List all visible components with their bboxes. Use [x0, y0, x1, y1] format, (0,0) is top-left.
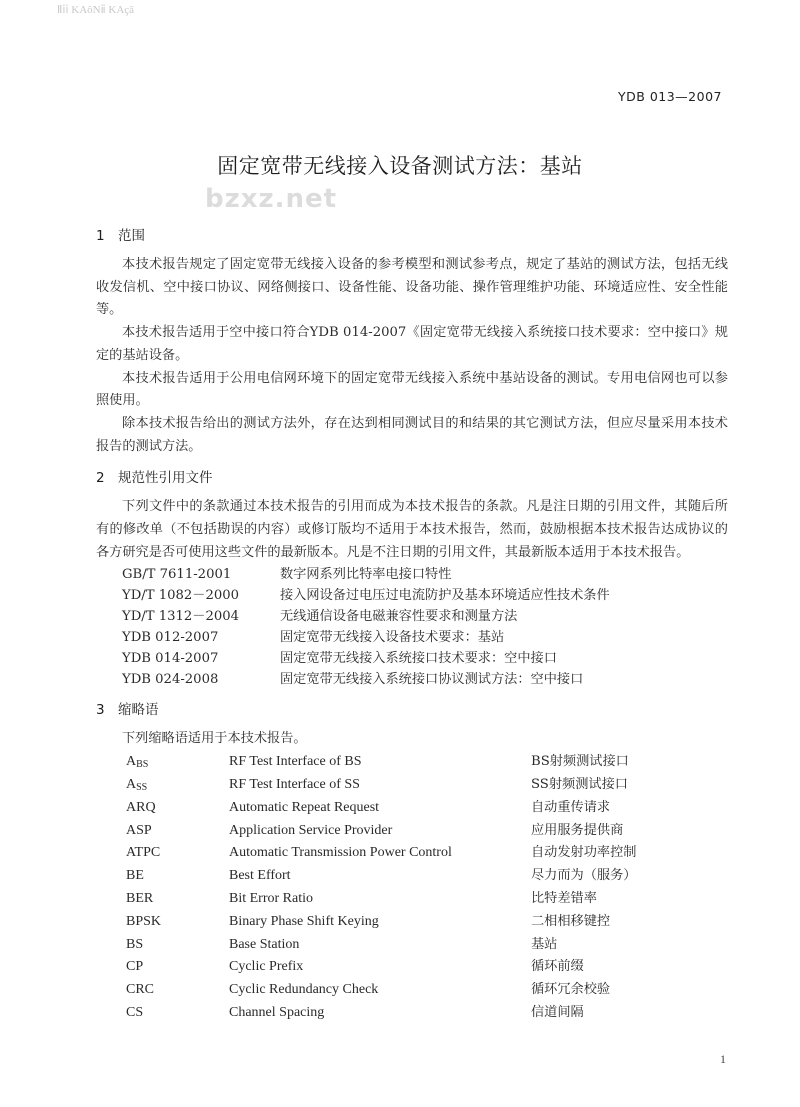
reference-code: YD/T 1082－2000 — [122, 588, 240, 604]
abbreviation-english: Cyclic Prefix — [229, 959, 304, 975]
reference-title: 接入网设备过电压过电流防护及基本环境适应性技术条件 — [280, 588, 610, 604]
abbreviation-code — [126, 956, 143, 979]
reference-row — [96, 606, 728, 627]
reference-code: YDB 012-2007 — [122, 630, 219, 646]
abbreviation-english: RF Test Interface of BS — [229, 754, 362, 770]
section-number: 1 — [96, 228, 105, 244]
abbreviation-code-main: ASP — [126, 822, 152, 838]
abbreviation-english: Binary Phase Shift Keying — [229, 913, 379, 929]
paragraph: 本技术报告适用于公用电信网环境下的固定宽带无线接入系统中基站设备的测试。专用电信网也可以参照使用。 — [96, 370, 728, 409]
abbreviation-code — [126, 865, 144, 888]
abbreviation-code-main: A — [126, 754, 137, 770]
abbreviation-row — [96, 1002, 728, 1025]
abbreviation-chinese: 应用服务提供商 — [531, 822, 624, 838]
abbreviation-english: Application Service Provider — [229, 822, 393, 838]
abbreviation-row — [96, 979, 728, 1002]
paragraph: 下列文件中的条款通过本技术报告的引用而成为本技术报告的条款。凡是注日期的引用文件，其随后所有的修改单（不包括勘误的内容）或修订版均不适用于本技术报告，然而，鼓励根据本技术报告达成协议的各方研究是否可使用这些文件的最新版本。凡是不注日期的引用文件，其最新版本适用于本技术报告。 — [96, 499, 728, 560]
abbreviation-chinese: 循环冗余校验 — [531, 982, 611, 998]
abbreviation-code — [126, 911, 161, 934]
reference-title: 固定宽带无线接入系统接口协议测试方法：空中接口 — [280, 672, 584, 688]
abbreviation-english: Base Station — [229, 936, 300, 952]
reference-list — [96, 564, 728, 690]
section-heading-scope — [96, 226, 728, 246]
abbreviation-list — [96, 751, 728, 1025]
abbreviation-english: Automatic Transmission Power Control — [229, 845, 452, 861]
abbreviation-row — [96, 888, 728, 911]
section-heading-abbreviations — [96, 700, 728, 720]
abbreviation-code-main: A — [126, 776, 137, 792]
abbreviation-english: Cyclic Redundancy Check — [229, 982, 379, 998]
reference-title: 数字网系列比特率电接口特性 — [280, 567, 452, 583]
reference-title: 固定宽带无线接入设备技术要求：基站 — [280, 630, 505, 646]
abbreviation-chinese: BS射频测试接口 — [531, 754, 629, 770]
reference-row — [96, 627, 728, 648]
section-number: 2 — [96, 470, 105, 487]
paragraph: 本技术报告适用于空中接口符合YDB 014-2007《固定宽带无线接入系统接口技术要求：空中接口》规定的基站设备。 — [96, 325, 728, 363]
abbreviation-chinese: 二相相移键控 — [531, 913, 611, 929]
abbreviation-code-main: CP — [126, 959, 144, 975]
page-number: 1 — [720, 1052, 726, 1066]
document-body — [96, 226, 728, 1035]
abbreviation-code-main: ATPC — [126, 845, 161, 861]
section-number: 3 — [96, 702, 105, 719]
abbreviation-code — [126, 934, 143, 957]
abbreviation-code-main: ARQ — [126, 799, 156, 815]
abbreviation-chinese: 信道间隔 — [531, 1004, 584, 1020]
abbreviation-code — [126, 888, 153, 911]
abbreviation-code-main: CS — [126, 1004, 144, 1020]
section-title: 范围 — [118, 228, 145, 244]
abbreviation-row — [96, 911, 728, 934]
section-title: 缩略语 — [118, 702, 159, 719]
abbreviation-chinese: 循环前缀 — [531, 959, 584, 975]
abbreviation-row — [96, 956, 728, 979]
section-normative-references — [96, 468, 728, 690]
reference-code: YDB 014-2007 — [122, 651, 219, 667]
abbreviation-chinese: 尽力而为（服务） — [531, 868, 637, 884]
document-number: YDB 013—2007 — [618, 89, 722, 104]
abbreviation-code-main: BPSK — [126, 913, 162, 929]
section-title: 规范性引用文件 — [118, 470, 213, 487]
abbreviation-english: Automatic Repeat Request — [229, 799, 380, 815]
abbreviation-code-main: BE — [126, 868, 144, 884]
section-scope — [96, 226, 728, 458]
watermark: bzxz.net — [205, 184, 338, 214]
reference-title: 无线通信设备电磁兼容性要求和测量方法 — [280, 609, 518, 625]
reference-code: YDB 024-2008 — [122, 672, 219, 688]
section-heading-normative-references — [96, 468, 728, 488]
reference-code: GB/T 7611-2001 — [122, 567, 232, 583]
abbreviation-code-subscript: BS — [136, 759, 149, 771]
abbreviation-row — [96, 865, 728, 888]
abbreviation-code-subscript: SS — [136, 781, 148, 793]
abbreviation-english: Bit Error Ratio — [229, 890, 313, 906]
abbreviation-code-main: CRC — [126, 982, 155, 998]
abbreviation-row — [96, 797, 728, 820]
abbreviation-code — [126, 979, 154, 1002]
header-watermark-text: Ⅱⅰⅰ KAôNⅱ KAçā — [57, 4, 135, 16]
abbreviation-row — [96, 842, 728, 865]
abbreviation-row — [96, 751, 728, 774]
abbreviation-row — [96, 774, 728, 797]
reference-code: YD/T 1312－2004 — [122, 609, 240, 625]
abbreviation-chinese: 自动发射功率控制 — [531, 845, 637, 861]
reference-row — [96, 648, 728, 669]
section-abbreviations — [96, 700, 728, 1024]
abbreviation-row — [96, 934, 728, 957]
abbreviation-code — [126, 774, 147, 797]
abbreviation-chinese: 比特差错率 — [531, 890, 597, 906]
reference-row — [96, 564, 728, 585]
abbreviation-row — [96, 820, 728, 843]
paragraph: 本技术报告规定了固定宽带无线接入设备的参考模型和测试参考点，规定了基站的测试方法，包括无线收发信机、空中接口协议、网络侧接口、设备性能、设备功能、操作管理维护功能、环境适应性、安全性能等。 — [96, 257, 728, 318]
reference-row — [96, 585, 728, 606]
abbreviations-intro: 下列缩略语适用于本技术报告。 — [122, 731, 307, 747]
reference-title: 固定宽带无线接入系统接口技术要求：空中接口 — [280, 651, 557, 667]
abbreviation-chinese: SS射频测试接口 — [531, 776, 628, 792]
abbreviation-english: Channel Spacing — [229, 1004, 325, 1020]
abbreviation-code-main: BS — [126, 936, 144, 952]
paragraph: 除本技术报告给出的测试方法外，存在达到相同测试目的和结果的其它测试方法，但应尽量采用本技术报告的测试方法。 — [96, 415, 728, 454]
abbreviation-chinese: 自动重传请求 — [531, 799, 611, 815]
abbreviation-code — [126, 842, 160, 865]
abbreviation-code — [126, 751, 148, 774]
reference-row — [96, 669, 728, 690]
abbreviation-english: RF Test Interface of SS — [229, 776, 360, 792]
abbreviation-code-main: BER — [126, 890, 154, 906]
abbreviation-chinese: 基站 — [531, 936, 558, 952]
abbreviation-code — [126, 820, 152, 843]
abbreviation-code — [126, 1002, 143, 1025]
abbreviation-code — [126, 797, 156, 820]
abbreviation-english: Best Effort — [229, 868, 291, 884]
page-title: 固定宽带无线接入设备测试方法：基站 — [217, 154, 583, 178]
